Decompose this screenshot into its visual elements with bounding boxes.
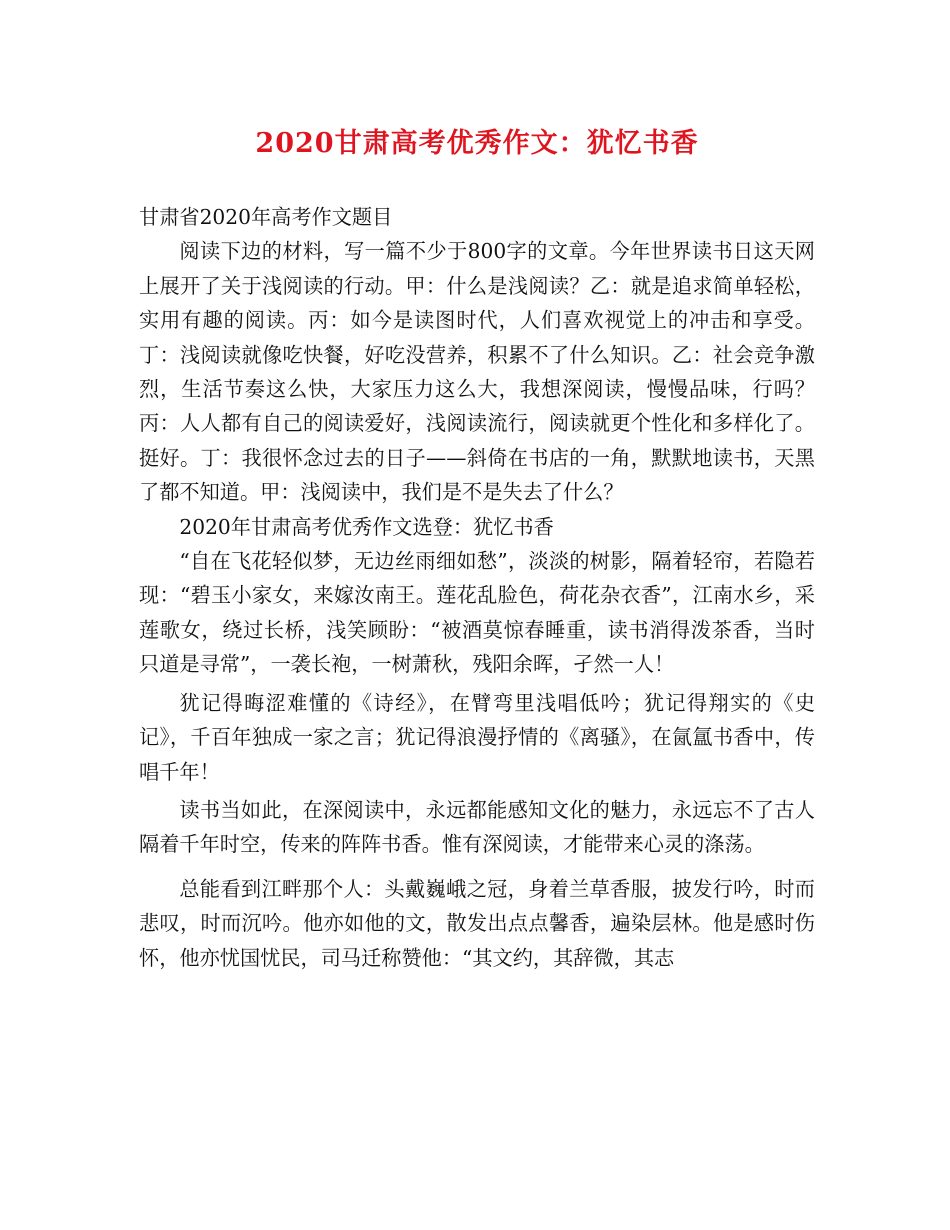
essay-paragraph: “自在飞花轻似梦，无边丝雨细如愁”，淡淡的树影，隔着轻帘，若隐若现：“碧玉小家女，来嫁汝南王。莲花乱脸色，荷花杂衣香”，江南水乡，采莲歌女，绕过长桥，浅笑顾盼：“被酒莫惊春睡重，读书消得泼茶香，当时只道是寻常”，一袭长袍，一树萧秋，残阳余晖，孑然一人！ [139,549,815,677]
prompt-paragraph: 阅读下边的材料，写一篇不少于800字的文章。今年世界读书日这天网上展开了关于浅阅读的行动。甲：什么是浅阅读？乙：就是追求简单轻松，实用有趣的阅读。丙：如今是读图时代，人们喜欢视觉上的冲击和享受。丁：浅阅读就像吃快餐，好吃没营养，积累不了什么知识。乙：社会竞争激烈，生活节奏这么快，大家压力这么大，我想深阅读，慢慢品味，行吗？丙：人人都有自己的阅读爱好，浅阅读流行，阅读就更个性化和多样化了。挺好。丁：我很怀念过去的日子——斜倚在书店的一角，默默地读书，天黑了都不知道。甲：浅阅读中，我们是不是失去了什么？ [139,239,815,505]
essay-subtitle: 2020年甘肃高考优秀作文选登：犹忆书香 [179,514,554,539]
document-title: 2020甘肃高考优秀作文：犹忆书香 [255,128,699,159]
document-page [139,124,815,975]
essay-paragraph: 读书当如此，在深阅读中，永远都能感知文化的魅力，永远忘不了古人隔着千年时空，传来的阵阵书香。惟有深阅读，才能带来心灵的涤荡。 [139,797,815,857]
essay-paragraph: 犹记得晦涩难懂的《诗经》，在臂弯里浅唱低吟；犹记得翔实的《史记》，千百年独成一家之言；犹记得浪漫抒情的《离骚》，在氤氲书香中，传唱千年！ [139,690,815,784]
essay-paragraph: 总能看到江畔那个人：头戴巍峨之冠，身着兰草香服，披发行吟，时而悲叹，时而沉吟。他亦如他的文，散发出点点馨香，遍染层林。他是感时伤怀，他亦忧国忧民，司马迁称赞他：“其文约，其辞微，其志 [139,876,815,970]
section-heading: 甘肃省2020年高考作文题目 [139,205,393,229]
